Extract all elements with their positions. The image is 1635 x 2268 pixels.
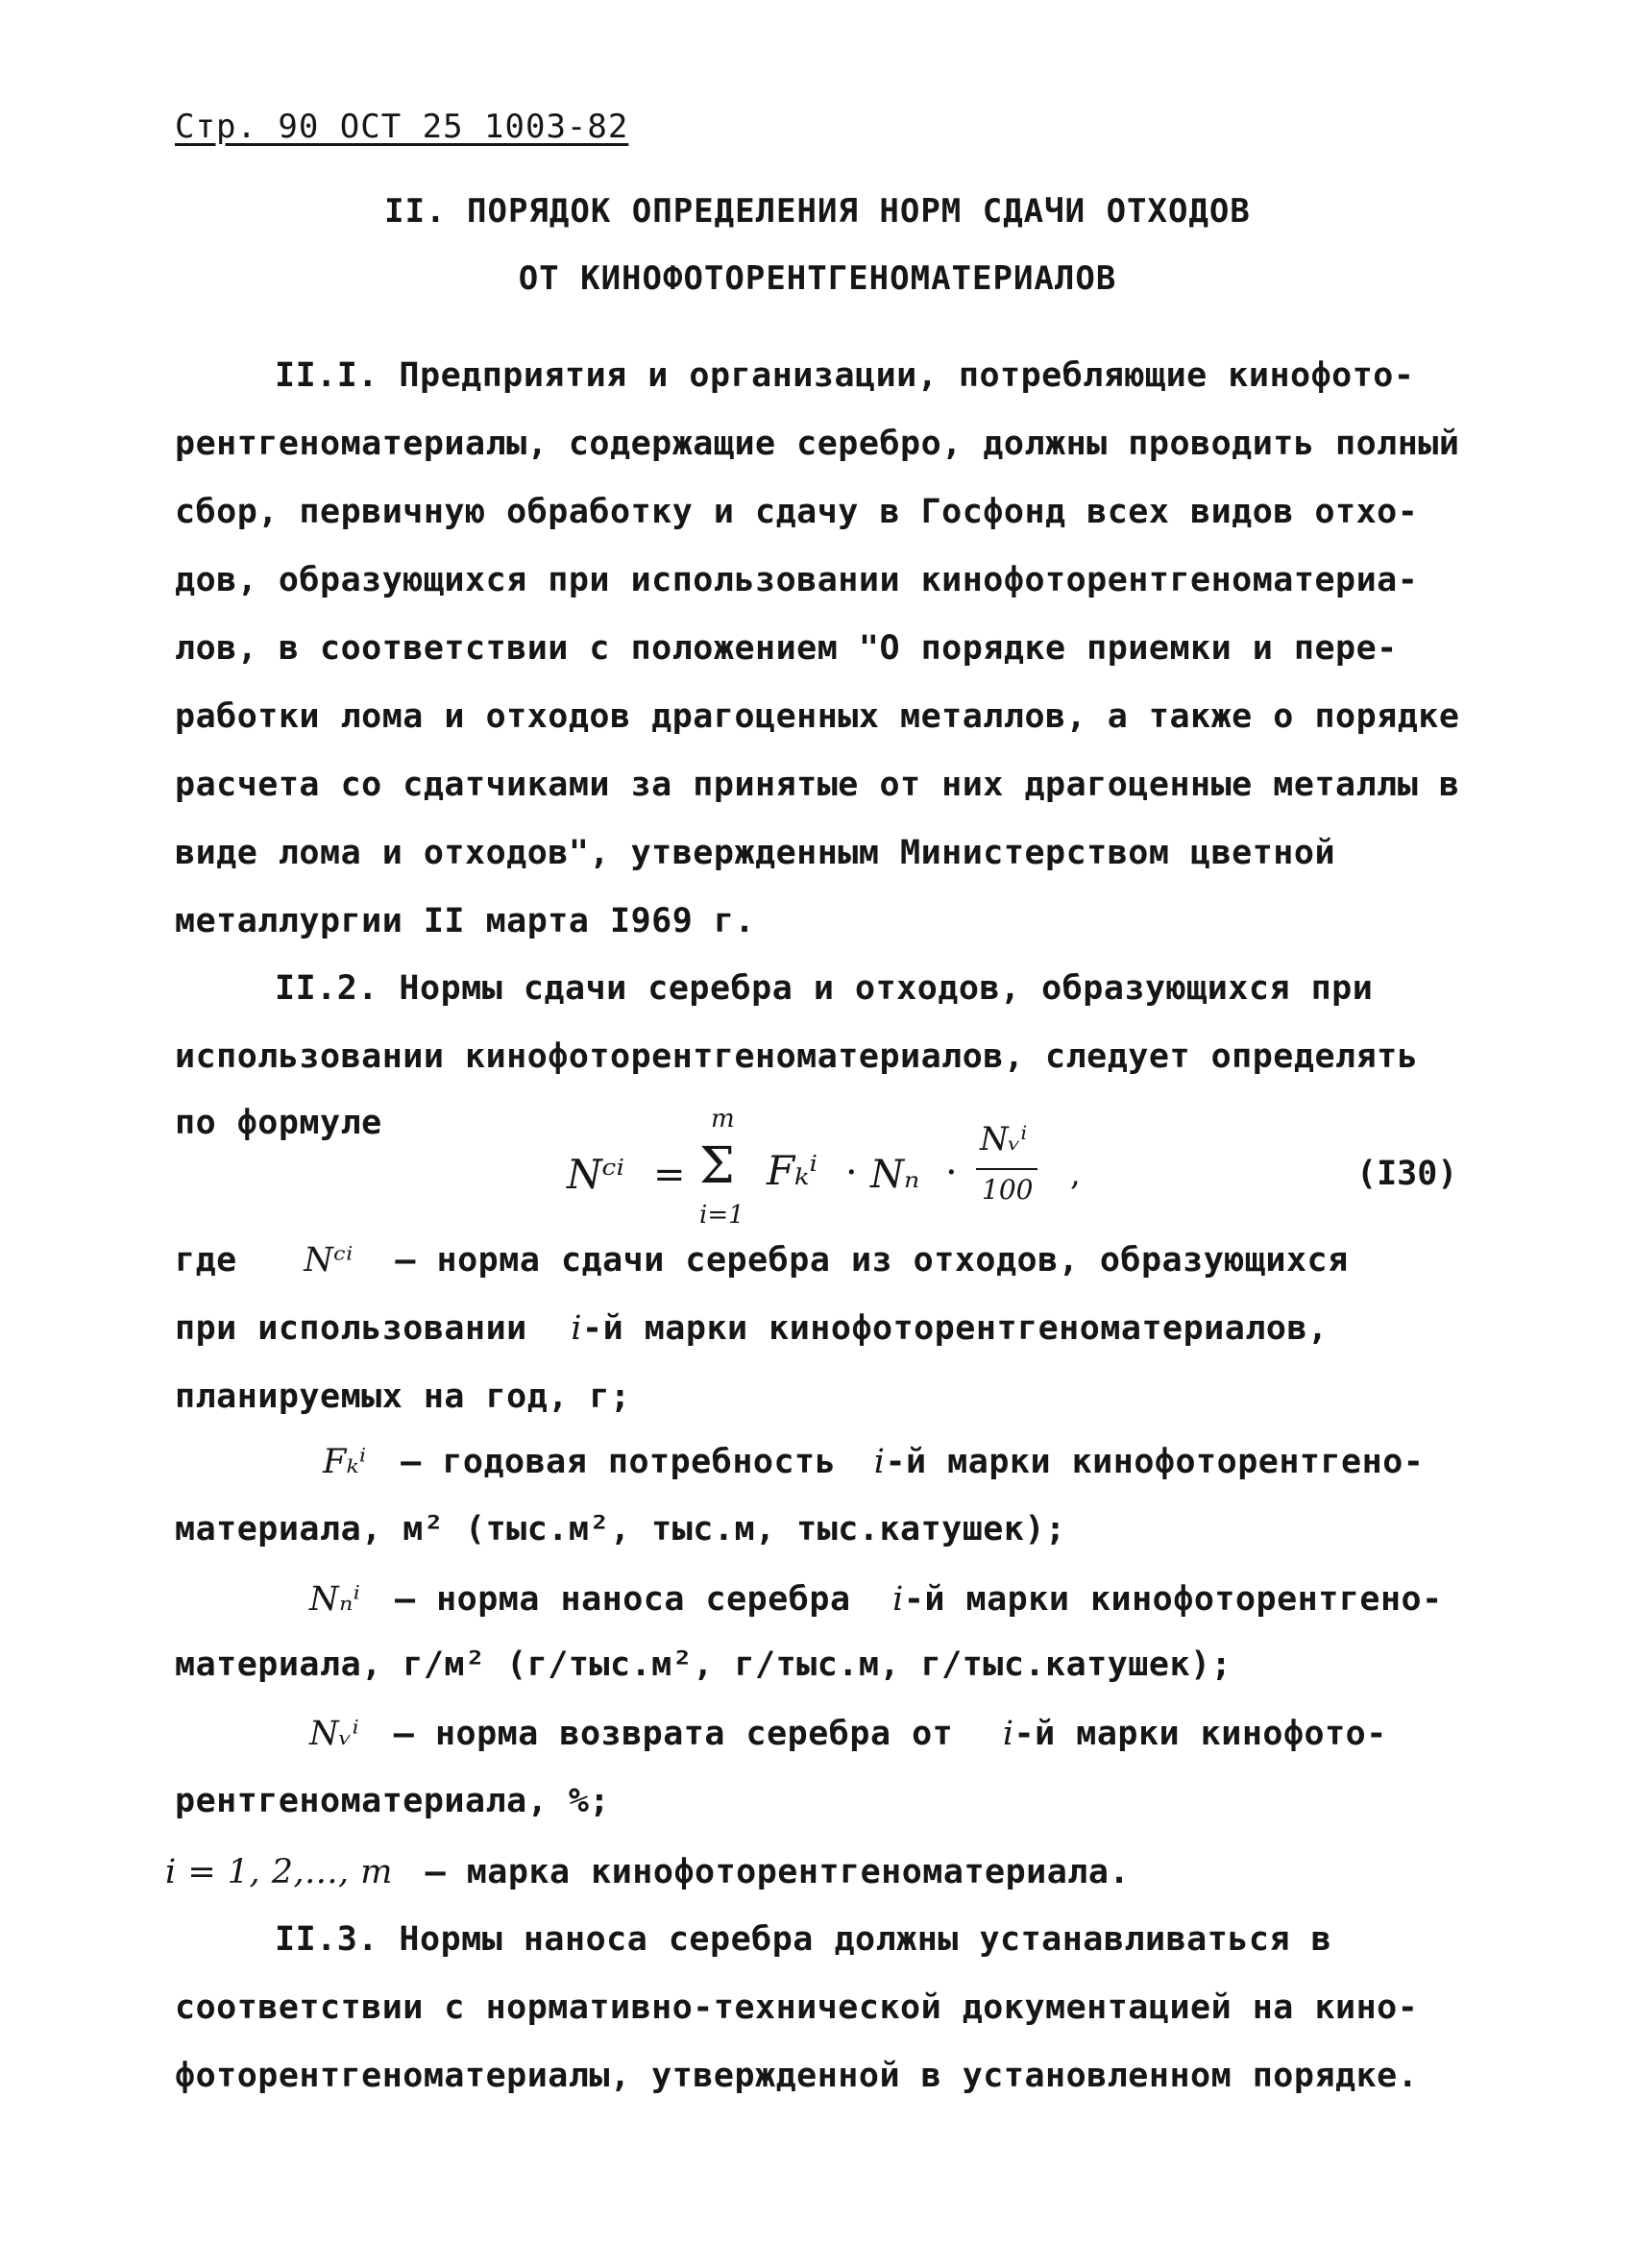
definition-line: материала, м² (тыс.м², тыс.м, тыс.катушек);: [175, 1510, 1066, 1549]
para-11-3-line: соответствии с нормативно-технической документацией на кино-: [175, 1988, 1419, 2027]
para-11-1-line: дов, образующихся при использовании кинофоторентгеноматериа-: [175, 561, 1419, 599]
formula-equals: =: [653, 1153, 686, 1197]
para-11-1-line: металлургии II марта I969 г.: [175, 902, 756, 940]
definition-line: [175, 1309, 1329, 1348]
definition-line: материала, г/м² (г/тыс.м², г/тыс.м, г/тыс.катушек);: [175, 1646, 1232, 1684]
formula-fk: Fₖⁱ: [767, 1147, 818, 1194]
nv-definition: – норма возврата серебра от: [393, 1715, 954, 1753]
fk-definition: – годовая потребность: [401, 1443, 837, 1481]
formula-comma: ,: [1070, 1155, 1081, 1193]
formula-number: (I30): [1356, 1155, 1458, 1193]
para-11-3-line: фоторентгеноматериалы, утвержденной в установленном порядке.: [175, 2057, 1419, 2095]
formula-lhs: Nᶜⁱ: [567, 1151, 625, 1198]
i-symbol: i: [1002, 1715, 1014, 1753]
formula-sum-sign: Σ: [699, 1137, 735, 1195]
nv-symbol: Nᵥⁱ: [309, 1715, 360, 1753]
formula-dot: ·: [845, 1151, 858, 1195]
formula-nn: Nₙ: [870, 1153, 920, 1197]
definition-line: [309, 1580, 1443, 1619]
i-symbol: i: [571, 1309, 583, 1348]
definition-line: планируемых на год, г;: [175, 1378, 631, 1416]
formula-fraction-denominator: 100: [982, 1174, 1034, 1206]
definition-line: [165, 1853, 1131, 1891]
page-header: Стр. 90 ОСТ 25 1003-82: [175, 108, 629, 146]
para-11-1-line: работки лома и отходов драгоценных металлов, а также о порядке: [175, 697, 1460, 736]
i-definition: – марка кинофоторентгеноматериала.: [425, 1853, 1131, 1891]
nc-definition-cont: -й марки кинофоторентгеноматериалов,: [582, 1309, 1329, 1348]
para-11-2-line: II.2. Нормы сдачи серебра и отходов, образующихся при: [275, 969, 1374, 1008]
i-range-symbol: i = 1, 2,..., m: [165, 1853, 393, 1891]
nc-definition: – норма сдачи серебра из отходов, образующихся: [395, 1241, 1349, 1280]
nc-symbol: Nᶜⁱ: [304, 1241, 354, 1280]
nc-definition-cont: при использовании: [175, 1309, 527, 1348]
formula-dot: ·: [945, 1151, 958, 1195]
para-11-1-line: лов, в соответствии с положением "О порядке приемки и пере-: [175, 629, 1398, 668]
formula-sum-lower: i=1: [699, 1201, 744, 1230]
para-11-2-line: по формуле: [175, 1104, 382, 1142]
definition-line: рентгеноматериала, %;: [175, 1782, 611, 1820]
where-word: где: [175, 1241, 237, 1280]
para-11-1-line: сбор, первичную обработку и сдачу в Госфонд всех видов отхо-: [175, 493, 1419, 531]
formula-130: [567, 1105, 1162, 1239]
fk-definition: -й марки кинофоторентгено-: [885, 1443, 1425, 1481]
formula-fraction-numerator: Nᵥⁱ: [980, 1120, 1028, 1158]
para-11-1-line: рентгеноматериалы, содержащие серебро, должны проводить полный: [175, 425, 1460, 463]
nn-definition: – норма наноса серебра: [394, 1580, 851, 1619]
para-11-2-line: использовании кинофоторентгеноматериалов, следует определять: [175, 1037, 1419, 1076]
definition-line: [175, 1241, 1349, 1280]
nv-definition: -й марки кинофото-: [1013, 1715, 1387, 1753]
para-11-1-line: расчета со сдатчиками за принятые от них драгоценные металлы в: [175, 766, 1460, 804]
formula-sum-upper: m: [711, 1105, 735, 1134]
nn-symbol: Nₙⁱ: [309, 1580, 361, 1619]
formula-fraction-bar: [976, 1168, 1037, 1170]
para-11-1-line: виде лома и отходов", утвержденным Министерством цветной: [175, 834, 1336, 872]
definition-line: [309, 1715, 1387, 1753]
para-11-3-line: II.3. Нормы наноса серебра должны устанавливаться в: [275, 1920, 1332, 1959]
section-title-line-2: ОТ КИНОФОТОРЕНТГЕНОМАТЕРИАЛОВ: [518, 259, 1117, 298]
i-symbol: i: [873, 1443, 886, 1481]
fk-symbol: Fₖⁱ: [323, 1443, 367, 1481]
section-title-line-1: II. ПОРЯДОК ОПРЕДЕЛЕНИЯ НОРМ СДАЧИ ОТХОДОВ: [384, 192, 1251, 231]
i-symbol: i: [892, 1580, 904, 1619]
para-11-1-line: II.I. Предприятия и организации, потребляющие кинофото-: [275, 356, 1415, 395]
definition-line: [323, 1443, 1425, 1481]
nn-definition: -й марки кинофоторентгено-: [903, 1580, 1443, 1619]
